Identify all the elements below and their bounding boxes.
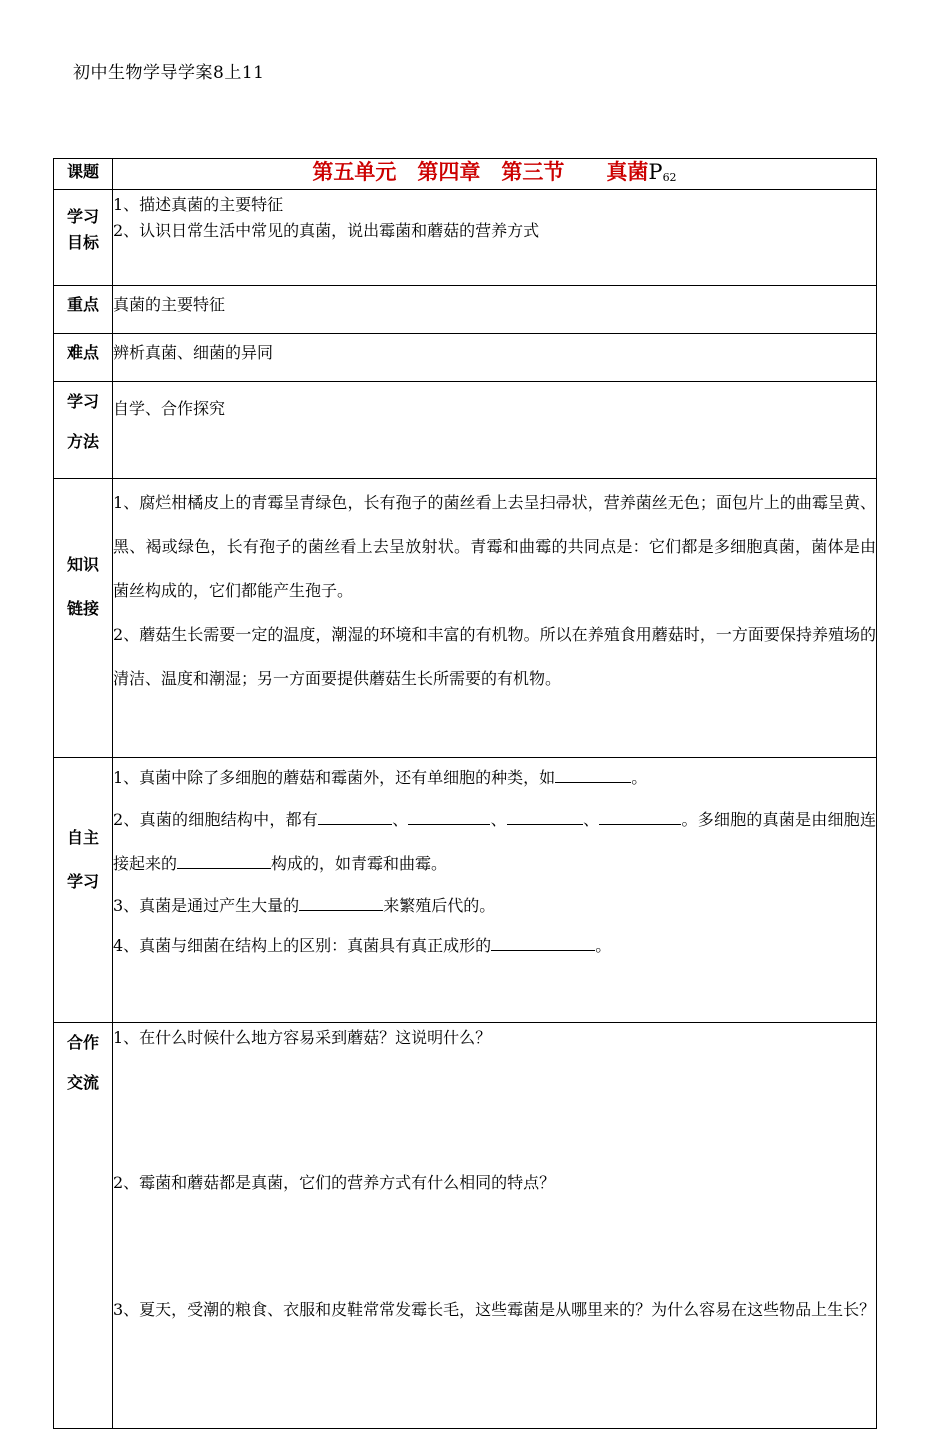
self-study-q3-end: 来繁殖后代的。 [383, 896, 496, 915]
self-study-q2-sep2: 、 [490, 810, 507, 829]
method-label-line1: 学习 [66, 392, 99, 411]
cooperation-content [113, 1023, 877, 1429]
page-header: 初中生物学导学案8上11 [73, 63, 265, 83]
self-study-q3-text: 3、真菌是通过产生大量的 [113, 896, 300, 915]
self-study-row [54, 758, 877, 1023]
cooperation-label [54, 1023, 113, 1429]
knowledge-content [113, 479, 877, 758]
goals-label [54, 190, 113, 286]
self-study-q4-end: 。 [595, 936, 612, 955]
method-row [54, 382, 877, 479]
method-content [113, 382, 877, 479]
page-reference-number: 62 [662, 171, 677, 184]
difficulty-label-text: 难点 [66, 343, 99, 362]
key-point-content [113, 286, 877, 334]
page-reference-letter: P [648, 160, 663, 184]
lesson-title: 第五单元 第四章 第三节 真菌 [312, 159, 649, 184]
method-text: 自学、合作探究 [113, 399, 226, 418]
goals-label-line1: 学习 [66, 207, 99, 226]
goals-label-line2: 目标 [66, 233, 99, 252]
self-study-q4 [113, 926, 876, 966]
knowledge-label-line2: 链接 [66, 599, 99, 618]
knowledge-paragraph-1: 1、腐烂柑橘皮上的青霉呈青绿色，长有孢子的菌丝看上去呈扫帚状，营养菌丝无色；面包片上的曲霉呈黄、黑、褐或绿色，长有孢子的菌丝看上去呈放射状。青霉和曲霉的共同点是：它们都是多细胞真菌，菌体是由菌丝构成的，它们都能产生孢子。 [113, 493, 876, 600]
answer-blank-q2-5[interactable] [177, 852, 271, 869]
knowledge-row [54, 479, 877, 758]
self-study-q1-end: 。 [631, 768, 648, 787]
page-reference [648, 160, 676, 184]
knowledge-label [54, 479, 113, 758]
difficulty-label [54, 334, 113, 382]
cooperation-q3: 3、夏天，受潮的粮食、衣服和皮鞋常常发霉长毛，这些霉菌是从哪里来的？为什么容易在这些物品上生长？ [113, 1300, 876, 1319]
self-study-content [113, 758, 877, 1023]
self-study-q2 [113, 798, 876, 886]
cooperation-label-line1: 合作 [66, 1033, 99, 1052]
difficulty-text: 辨析真菌、细菌的异同 [113, 343, 274, 362]
answer-blank-q2-4[interactable] [599, 808, 681, 825]
cooperation-label-line2: 交流 [66, 1073, 99, 1092]
answer-blank-q2-2[interactable] [408, 808, 490, 825]
key-point-label [54, 286, 113, 334]
self-study-q2-text-b: 。多细胞的真菌是由细胞连接起来的 [113, 810, 876, 873]
key-point-label-text: 重点 [66, 295, 99, 314]
answer-blank-q2-3[interactable] [507, 808, 583, 825]
difficulty-content [113, 334, 877, 382]
self-study-label-line1: 自主 [66, 828, 99, 847]
self-study-q1-text: 1、真菌中除了多细胞的蘑菇和霉菌外，还有单细胞的种类，如 [113, 768, 556, 787]
self-study-q2-sep1: 、 [392, 810, 409, 829]
self-study-q2-text: 2、真菌的细胞结构中，都有 [113, 810, 319, 829]
knowledge-label-line1: 知识 [66, 555, 99, 574]
cooperation-row [54, 1023, 877, 1429]
knowledge-paragraph-2: 2、蘑菇生长需要一定的温度，潮湿的环境和丰富的有机物。所以在养殖食用蘑菇时，一方面要保持养殖场的清洁、温度和潮湿；另一方面要提供蘑菇生长所需要的有机物。 [113, 625, 876, 688]
self-study-q2-sep3: 、 [582, 810, 600, 829]
answer-blank-q2-1[interactable] [318, 808, 392, 825]
goal-item-1: 1、描述真菌的主要特征 [113, 195, 284, 214]
self-study-q4-text: 4、真菌与细菌在结构上的区别：真菌具有真正成形的 [113, 936, 492, 955]
study-plan-table [53, 158, 877, 1429]
self-study-q2-text-c: 构成的，如青霉和曲霉。 [271, 854, 448, 873]
title-label-text: 课题 [66, 162, 99, 181]
title-label [54, 159, 113, 190]
answer-blank-q4[interactable] [491, 934, 595, 951]
self-study-label [54, 758, 113, 1023]
cooperation-q2: 2、霉菌和蘑菇都是真菌，它们的营养方式有什么相同的特点？ [113, 1173, 556, 1192]
lesson-title-cell [113, 159, 877, 190]
self-study-label-line2: 学习 [66, 872, 99, 891]
method-label [54, 382, 113, 479]
method-label-line2: 方法 [66, 432, 99, 451]
answer-blank-q1[interactable] [555, 766, 631, 783]
answer-blank-q3[interactable] [299, 894, 383, 911]
goal-item-2: 2、认识日常生活中常见的真菌，说出霉菌和蘑菇的营养方式 [113, 221, 540, 240]
goals-row [54, 190, 877, 286]
title-row [54, 159, 877, 190]
goals-content [113, 190, 877, 286]
self-study-q1 [113, 758, 876, 798]
key-point-text: 真菌的主要特征 [113, 295, 226, 314]
self-study-q3 [113, 886, 876, 926]
key-point-row [54, 286, 877, 334]
difficulty-row [54, 334, 877, 382]
cooperation-q1: 1、在什么时候什么地方容易采到蘑菇？这说明什么？ [113, 1028, 492, 1047]
